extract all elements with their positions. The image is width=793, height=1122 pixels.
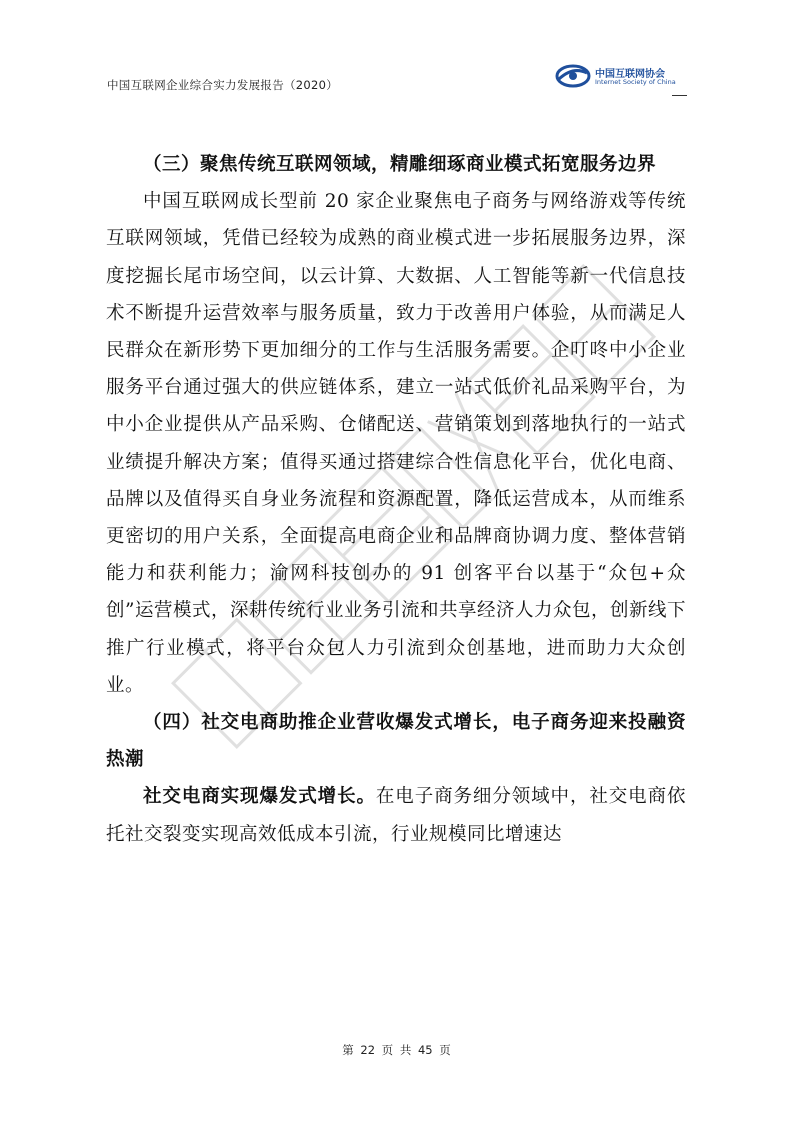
- isc-logo: [555, 64, 680, 90]
- header-divider: [672, 95, 687, 96]
- section-3-paragraph: 中国互联网成长型前 20 家企业聚焦电子商务与网络游戏等传统互联网领域，凭借已经较为成熟的商业模式进一步拓展服务边界，深度挖掘长尾市场空间，以云计算、大数据、人工智能等新一代信息技术不断提升运营效率与服务质量，致力于改善用户体验，从而满足人民群众在新形势下更加细分的工作与生活服务需要。企叮咚中小企业服务平台通过强大的供应链体系，建立一站式低价礼品采购平台，为中小企业提供从产品采购、仓储配送、营销策划到落地执行的一站式业绩提升解决方案；值得买通过搭建综合性信息化平台，优化电商、品牌以及值得买自身业务流程和资源配置，降低运营成本，从而维系更密切的用户关系，全面提高电商企业和品牌商协调力度、整体营销能力和获利能力；渝网科技创办的 91 创客平台以基于“众包+众创”运营模式，深耕传统行业业务引流和共享经济人力众包，创新线下推广行业模式，将平台众包人力引流到众创基地，进而助力大众创业。: [106, 191, 686, 696]
- logo-text-chinese: 中国互联网协会: [595, 69, 665, 80]
- section-4-heading: （四）社交电商助推企业营收爆发式增长，电子商务迎来投融资热潮: [106, 712, 686, 771]
- section-4-lead-sentence: 社交电商实现爆发式增长。: [143, 786, 376, 808]
- page-number-footer: 第 22 页 共 45 页: [342, 1043, 451, 1057]
- section-4-paragraph: [106, 778, 686, 852]
- section-4-body-text: 在电子商务细分领域中，社交电商依托社交裂变实现高效低成本引流，行业规模同比增速达: [106, 786, 686, 845]
- globe-logo-icon: [555, 64, 591, 88]
- logo-text-english: Internet Society of China: [595, 78, 676, 86]
- section-3-heading: （三）聚焦传统互联网领域，精雕细琢商业模式拓宽服务边界: [143, 154, 657, 175]
- document-header-title: 中国互联网企业综合实力发展报告（2020）: [107, 78, 339, 92]
- page-body: [106, 146, 686, 853]
